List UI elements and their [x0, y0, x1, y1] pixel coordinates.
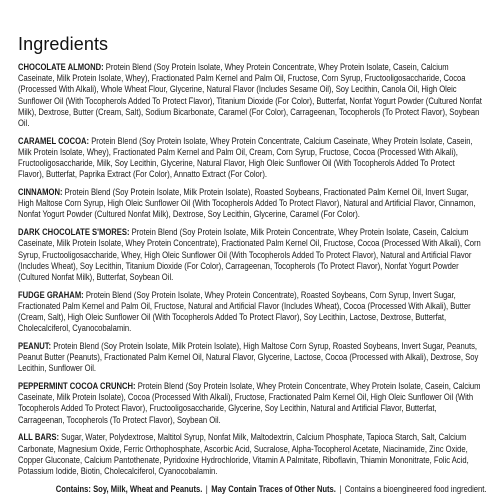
flavor-label: CINNAMON:	[18, 187, 63, 198]
ingredient-text: Protein Blend (Soy Protein Isolate, Milk Protein Isolate), High Maltose Corn Syrup, Roasted Soybeans, Invert Sugar, Peanuts, Peanut Butter (Peanuts), Fractionated Palm Kernel Oil, Natural Flavor, Glycerine, Lactose, Cocoa (Processed with Alkali), Dextrose, Soy Lecithin, Sunflower Oil.	[18, 340, 479, 374]
ingredient-text: Protein Blend (Soy Protein Isolate, Whey Protein Concentrate, Whey Protein Isolate, Casein, Calcium Caseinate, Milk Protein Isolate), Cocoa (Processed With Alkali), Fructose, Fractionated Palm Kernel Oil, High Oleic Sunflower Oil (With Tocopherols Added To Protect Flavor), Fructooligosaccharide, Glycerine, Soy Lecithin, Natural and Artificial Flavor, Butterfat, Carrageenan, Tocopherols (To Protect Flavor), Soybean Oil.	[18, 381, 481, 425]
ingredient-paragraph-cinnamon	[18, 187, 482, 221]
flavor-label: PEPPERMINT COCOA CRUNCH:	[18, 381, 136, 392]
ingredient-text: Protein Blend (Soy Protein Isolate, Milk Protein Isolate), Roasted Soybeans, Fractionated Palm Kernel Oil, Invert Sugar, High Maltose Corn Syrup, High Oleic Sunflower Oil (With Tocopherols Added To Protect Flavor), Natural and Artificial Flavor, Cinnamon, Nonfat Yogurt Powder (Cultured Nonfat Milk), Dextrose, Soy Lecithin, Glycerine, Caramel (For Color).	[18, 187, 476, 220]
flavor-label: ALL BARS:	[18, 432, 59, 443]
page-title: Ingredients	[18, 34, 109, 54]
ingredient-text: Protein Blend (Soy Protein Isolate, Whey Protein Concentrate, Whey Protein Isolate, Casein, Calcium Caseinate, Milk Protein Isolate, Whey), Fractionated Palm Kernel and Palm Oil, Fructose, Corn Syrup, Fructooligosaccharide, Cocoa (Processed With Alkali), Whole Wheat Flour, Glycerine, Natural Flavor (Includes Sesame Oil), Soy Lecithin, Canola Oil, High Oleic Sunflower Oil (With Tocopherols Added To Protect Flavor), Titanium Dioxide (For Color), Butterfat, Nonfat Yogurt Powder (Cultured Nonfat Milk), Dextrose, Butter (Cream, Salt), Sodium Bicarbonate, Caramel (For Color), Carrageenan, Tocopherols (To Protect Flavor), Soybean Oil.	[18, 62, 482, 129]
ingredient-paragraph-chocolate-almond	[18, 62, 482, 129]
flavor-label: CARAMEL COCOA:	[18, 135, 90, 146]
ingredient-paragraph-caramel-cocoa	[18, 136, 482, 181]
allergen-contains: Contains: Soy, Milk, Wheat and Peanuts.	[55, 483, 203, 494]
allergen-traces: May Contain Traces of Other Nuts.	[211, 483, 336, 494]
flavor-label: PEANUT:	[18, 340, 52, 351]
ingredient-text: Protein Blend (Soy Protein Isolate, Whey Protein Concentrate, Calcium Caseinate, Whey Protein Isolate, Casein, Milk Protein Isolate, Whey), Fractionated Palm Kernel and Palm Oil, Cream, Corn Syrup, Fructose, Cocoa (Processed With Alkali), Fructooligosaccharide, Milk, Soy Lecithin, Glycerine, Natural Flavor, High Oleic Sunflower Oil (With Tocopherols Added To Protect Flavor), Butterfat, Paprika Extract (For Color), Annatto Extract (For Color).	[18, 135, 473, 180]
ingredient-paragraph-fudge-graham	[18, 290, 482, 335]
ingredient-text: Protein Blend (Soy Protein Isolate, Milk Protein Concentrate, Whey Protein Isolate, Casein, Calcium Caseinate, Milk Protein Isolate, Whey Protein Concentrate), Fractionated Palm Kernel Oil, Fructose, Cocoa (Processed With Alkali), Corn Syrup, Fructooligosaccharide, Whey, High Oleic Sunflower Oil (With Tocopherols Added To Protect Flavor), Natural and Artificial Flavor (Includes Wheat), Soy Lecithin, Titanium Dioxide (For Color), Carrageenan, Tocopherols (To Protect Flavor), Nonfat Yogurt Powder (Cultured Nonfat Milk), Butterfat, Soybean Oil.	[18, 227, 481, 282]
bioengineered-note: Contains a bioengineered food ingredient.	[344, 483, 487, 494]
footer-divider: |	[339, 483, 342, 494]
footer-divider: |	[205, 483, 208, 494]
ingredient-paragraph-peppermint-cocoa-crunch	[18, 381, 482, 426]
allergen-statement	[56, 484, 500, 495]
ingredient-paragraph-all-bars	[18, 432, 482, 477]
ingredient-paragraph-dark-chocolate-smores	[18, 227, 482, 283]
flavor-label: FUDGE GRAHAM:	[18, 289, 84, 300]
flavor-label: DARK CHOCOLATE S'MORES:	[18, 227, 130, 238]
ingredient-text: Sugar, Water, Polydextrose, Maltitol Syrup, Nonfat Milk, Maltodextrin, Calcium Phosphate, Tapioca Starch, Salt, Calcium Carbonate, Magnesium Oxide, Ferric Orthophosphate, Ascorbic Acid, Sucralose, Alpha-Tocopherol Acetate, Niacinamide, Zinc Oxide, Copper Gluconate, Calcium Pantothenate, Pyridoxine Hydrochloride, Vitamin A Palmitate, Riboflavin, Thiamin Mononitrate, Folic Acid, Potassium Iodide, Biotin, Cholecalciferol, Cyanocobalamin.	[18, 432, 469, 476]
ingredient-text: Protein Blend (Soy Protein Isolate, Whey Protein Concentrate), Roasted Soybeans, Corn Syrup, Invert Sugar, Fractionated Palm Kernel and Palm Oil, Fructose, Natural and Artificial Flavor (Includes Wheat), Cocoa (Processed With Alkali), Butter (Cream, Salt), High Oleic Sunflower Oil (With Tocopherols Added To Protect Flavor), Soy Lecithin, Lactose, Dextrose, Butterfat, Cholecalciferol, Cyanocobalamin.	[18, 289, 471, 334]
ingredient-paragraph-peanut	[18, 341, 482, 375]
flavor-label: CHOCOLATE ALMOND:	[18, 62, 104, 72]
